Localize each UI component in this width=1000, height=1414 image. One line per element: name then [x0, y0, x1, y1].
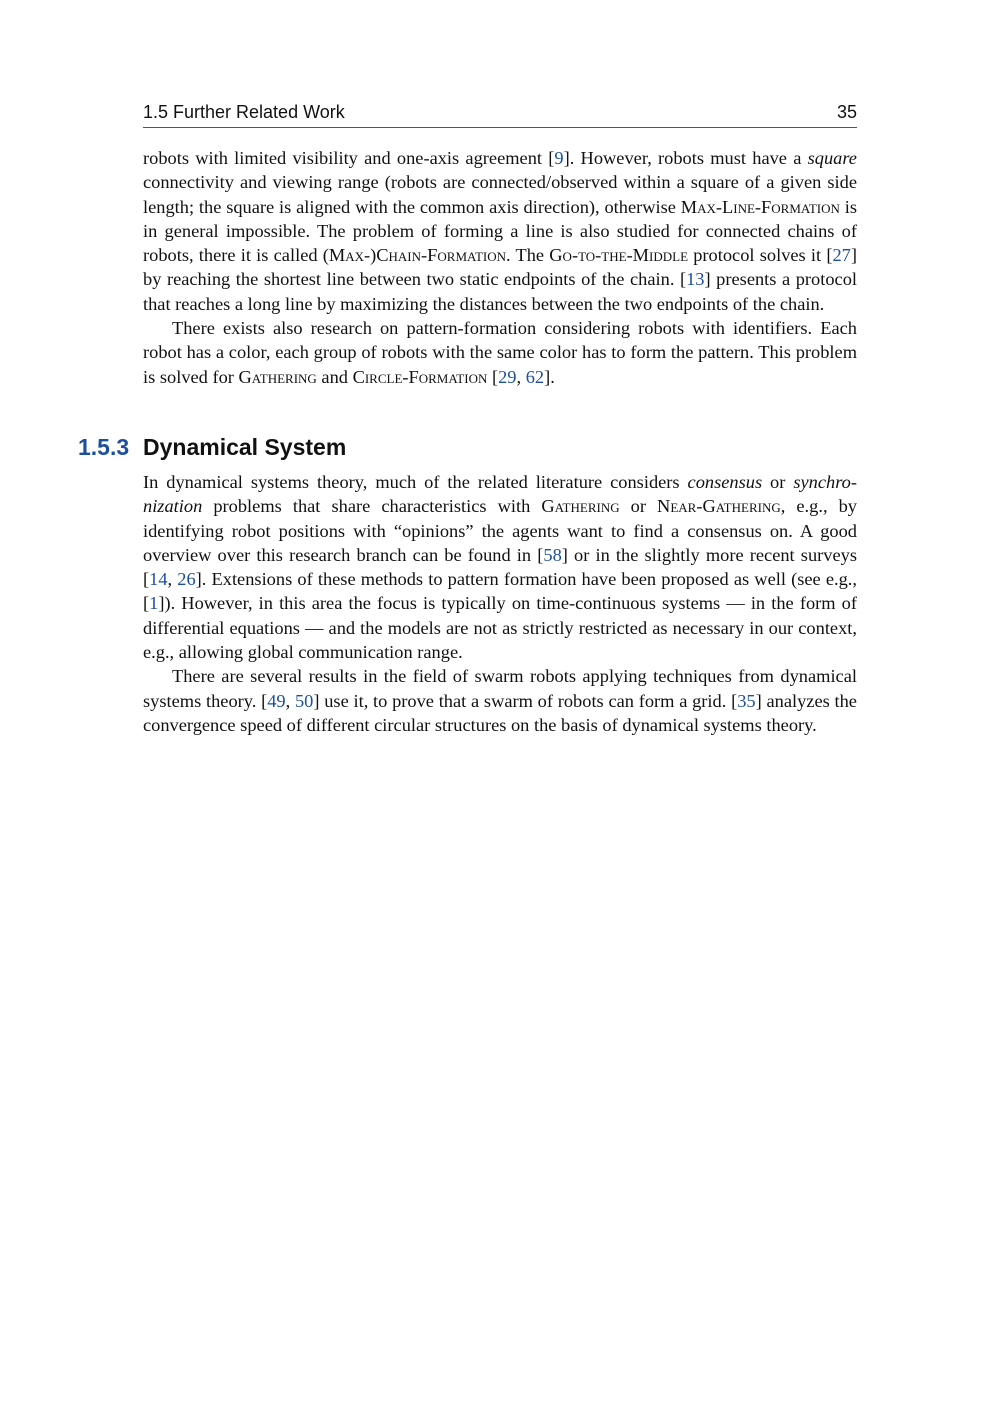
text-run: ] analyzes the convergence speed of different circular structures on the basis of dynamical systems theory. [143, 690, 857, 735]
citation-link[interactable]: 49 [267, 690, 286, 711]
citation-link[interactable]: 62 [525, 366, 545, 387]
text-run: and [316, 366, 353, 387]
text-run: ] use it, to prove that a swarm of robots can form a grid. [ [313, 690, 738, 711]
text-run: is in general impossible. The problem of forming a line is also studied for connected chains of robots, there it is called ( [143, 196, 857, 266]
paragraph [143, 664, 857, 737]
text-run: In dynamical systems theory, much of the related literature considers [143, 472, 688, 492]
text-run: or [619, 496, 658, 517]
text-run: or [762, 472, 794, 492]
citation-link[interactable]: 26 [177, 569, 196, 590]
text-run: ] presents a protocol that reaches a long line by maximizing the distances between the two endpoints of the chain. [143, 269, 857, 314]
text-run: , e.g., by identifying robot positions with “opinions” the agents want to find a consensus on. A good overview over this research branch can be found in [ [143, 496, 857, 565]
problem-name: Max-)Chain-Formation [328, 245, 506, 266]
text-run: There exists also research on pattern-formation considering robots with identifiers. Each robot has a color, each group of robots with the same color has to form the pattern. This problem is solved for [143, 318, 857, 387]
text-block-continued [143, 146, 857, 389]
text-run: connectivity and viewing range (robots are connected/observed within a square of a given side length; the square is aligned with the common axis direction), otherwise [143, 172, 857, 217]
paragraph [143, 146, 857, 316]
paragraph [143, 470, 857, 664]
text-run: , [167, 569, 178, 590]
section-title: Dynamical System [143, 434, 347, 460]
citation-link[interactable]: 9 [554, 148, 564, 168]
protocol-name: Go-to-the-Middle [549, 245, 689, 266]
text-run: . The [506, 245, 550, 266]
citation-link[interactable]: 13 [686, 269, 705, 290]
text-run: problems that share characteristics with [202, 496, 542, 517]
text-run: ] or in the slightly more recent surveys [ [143, 544, 857, 590]
text-run: ]. [544, 366, 555, 387]
emphasis: square [807, 148, 857, 168]
problem-name: Near-Gathering [657, 496, 781, 517]
citation-link[interactable]: 29 [498, 366, 517, 387]
text-block-dynamical-system [143, 470, 857, 737]
text-run: ]. Extensions of these methods to pattern formation have been proposed as well (see e.g., [ [143, 569, 858, 614]
text-run: , [516, 366, 526, 387]
emphasis: synchronization [143, 472, 857, 517]
citation-link[interactable]: 14 [149, 569, 168, 590]
problem-name: Max-Line-Formation [680, 196, 840, 217]
citation-link[interactable]: 1 [149, 593, 159, 614]
citation-link[interactable]: 35 [737, 690, 756, 711]
citation-link[interactable]: 27 [832, 245, 851, 266]
running-header-section: 1.5 Further Related Work [143, 102, 345, 122]
text-run: ]). However, in this area the focus is typically on time-continuous systems — in the form of differential equations — and the models are not as strictly restricted as necessary in our context, e.g., allowing global communication range. [143, 593, 857, 663]
text-run: robots with limited visibility and one-axis agreement [ [143, 148, 555, 168]
page-number: 35 [836, 102, 857, 122]
citation-link[interactable]: 58 [543, 544, 562, 565]
text-run: protocol solves it [ [688, 245, 833, 266]
text-run: ]. However, robots must have a [563, 148, 808, 168]
running-header [143, 101, 857, 128]
text-run: ] by reaching the shortest line between two static endpoints of the chain. [ [143, 245, 857, 290]
emphasis: consensus [687, 472, 763, 492]
citation-link[interactable]: 50 [294, 690, 314, 711]
text-run: , [285, 690, 295, 711]
text-run: There are several results in the field of swarm robots applying techniques from dynamical systems theory. [ [143, 666, 857, 711]
section-number: 1.5.3 [78, 434, 130, 460]
text-run: [ [487, 366, 499, 387]
problem-name: Circle-Formation [352, 366, 488, 387]
paragraph [143, 316, 857, 389]
problem-name: Gathering [541, 496, 620, 517]
problem-name: Gathering [238, 366, 317, 387]
